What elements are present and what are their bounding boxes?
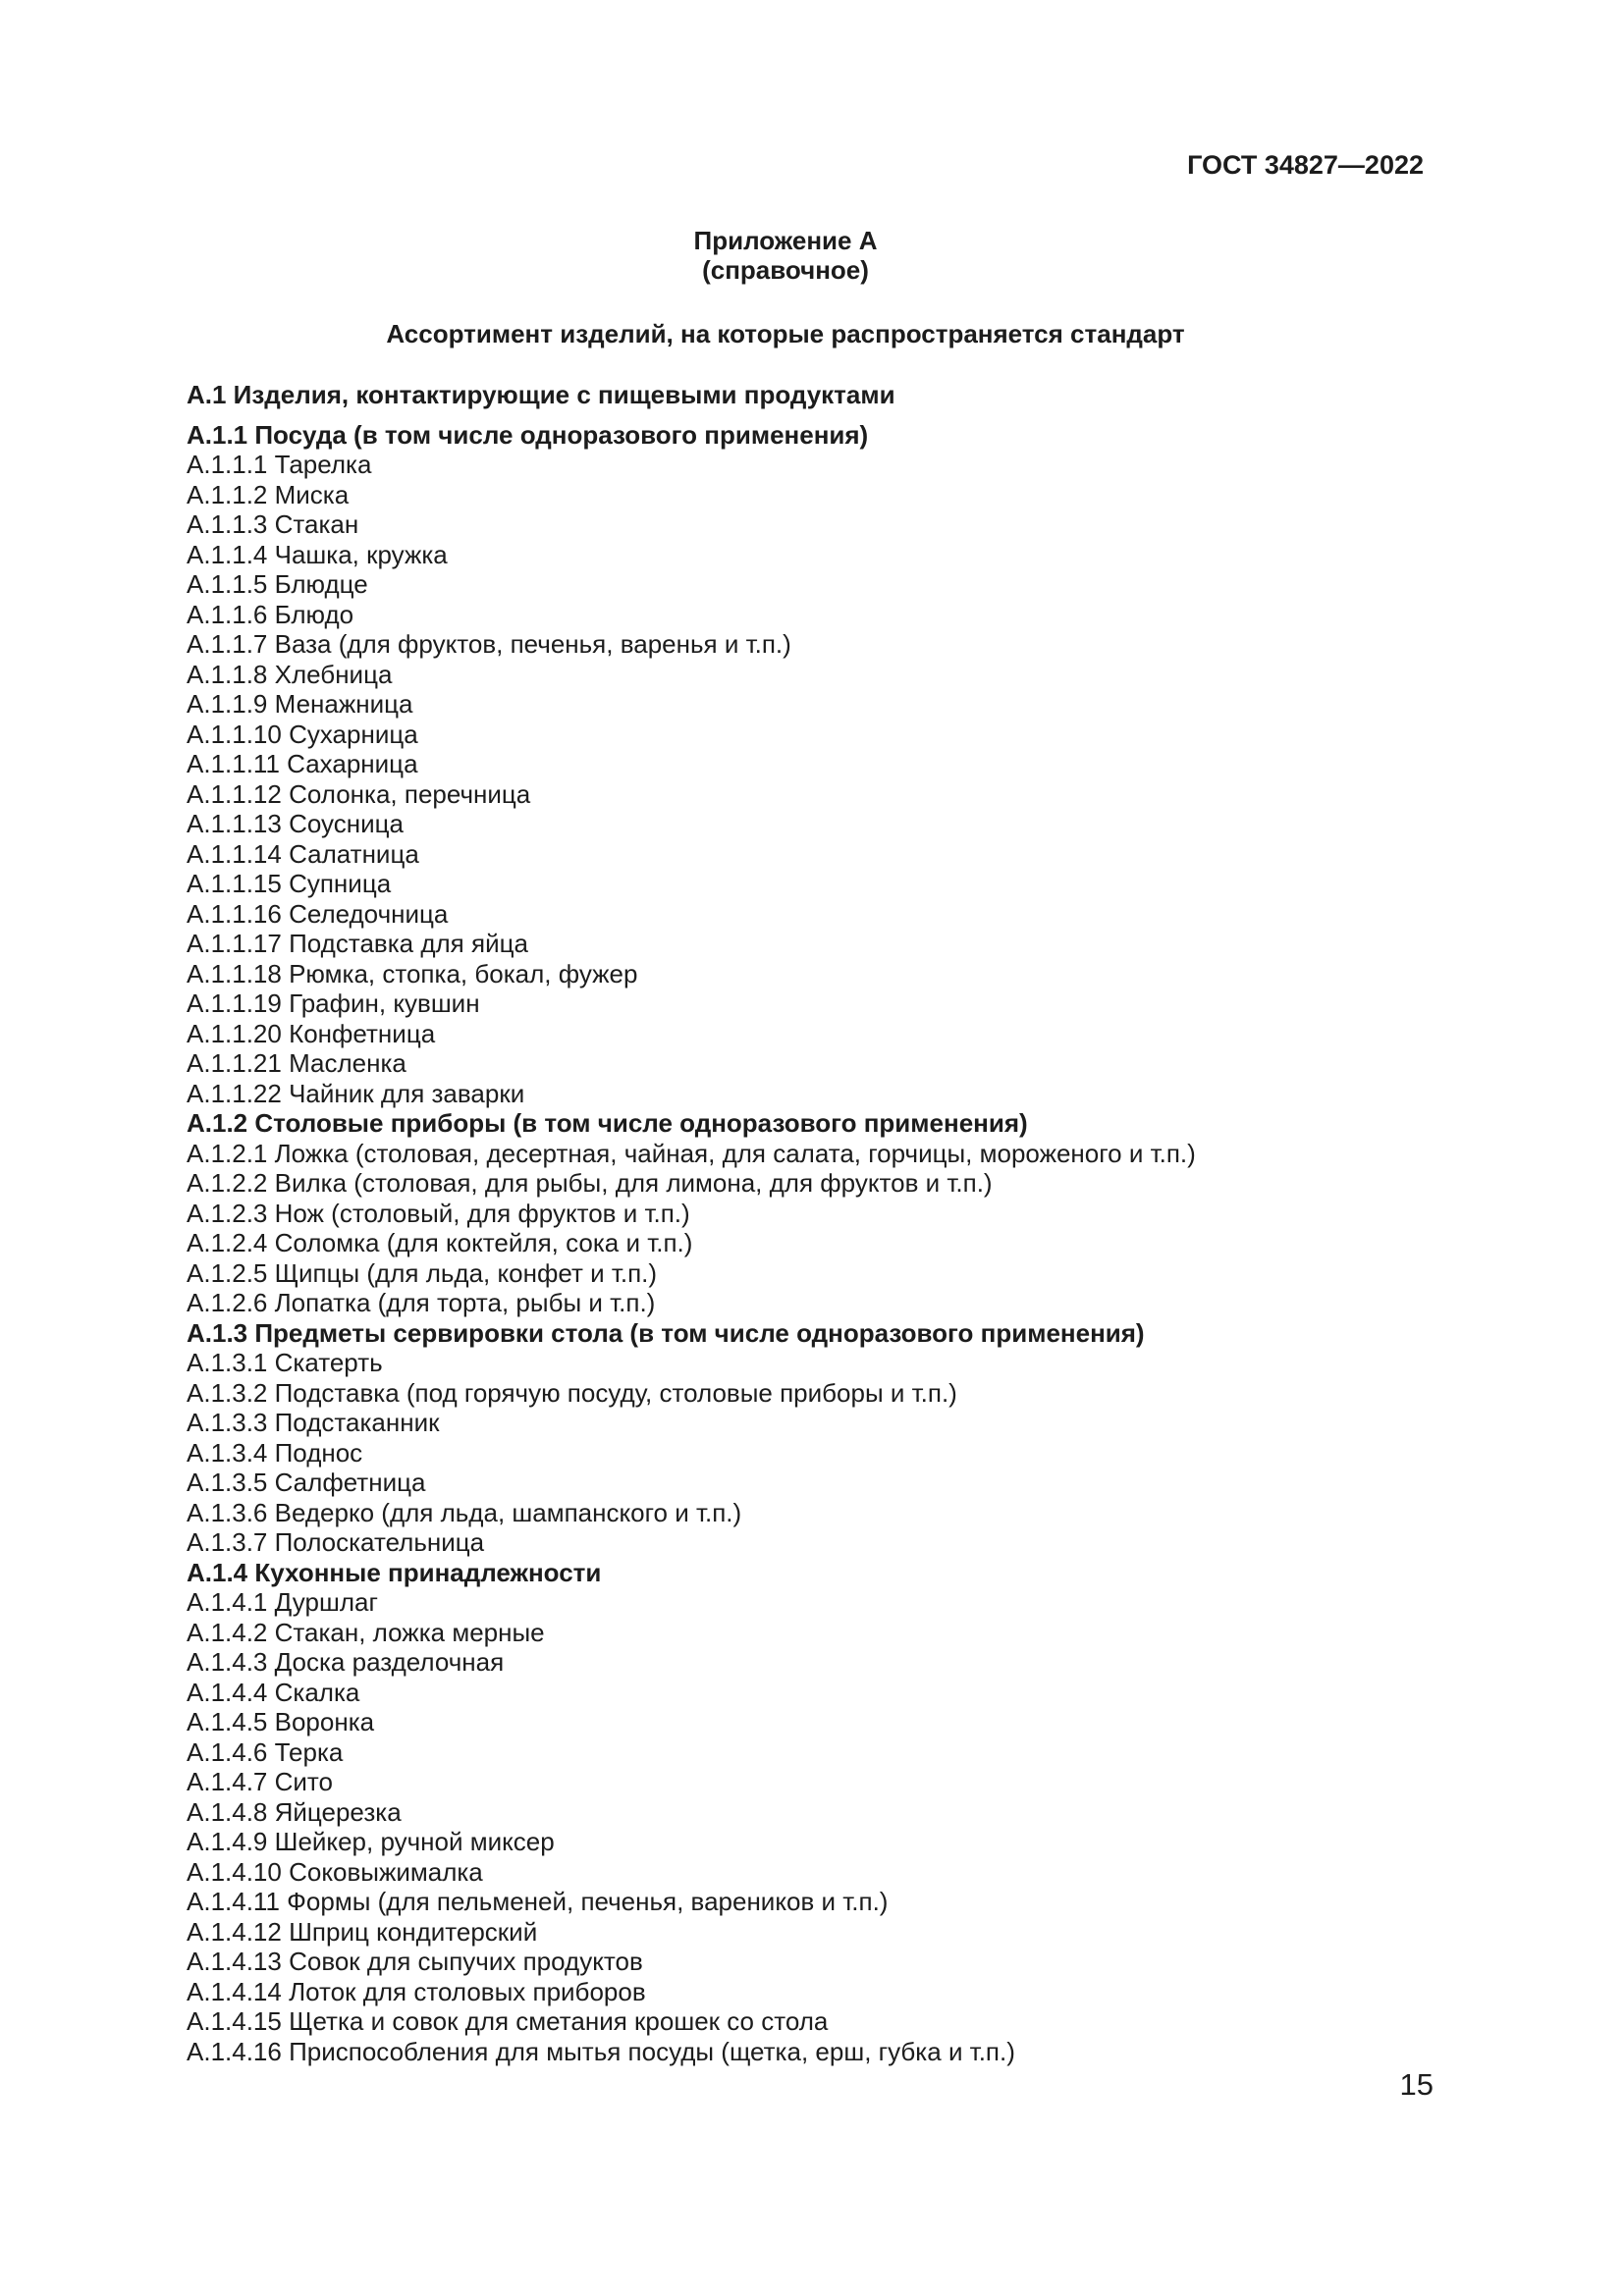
list-item: А.1.3.6 Ведерко (для льда, шампанского и т.п.): [187, 1497, 742, 1527]
list-item: А.1.3.1 Скатерть: [187, 1348, 383, 1377]
standard-reference: ГОСТ 34827—2022: [1187, 150, 1424, 180]
list-item: А.1.4.7 Сито: [187, 1767, 333, 1796]
list-item: А.1.1.19 Графин, кувшин: [187, 988, 480, 1018]
list-item: А.1.3.3 Подстаканник: [187, 1408, 440, 1437]
list-item: А.1.4.13 Совок для сыпучих продуктов: [187, 1947, 643, 1976]
list-item: А.1.1.15 Супница: [187, 869, 392, 898]
list-item: А.1.4.1 Дуршлаг: [187, 1587, 378, 1617]
list-item: А.1.1.2 Миска: [187, 479, 350, 509]
list-item: А.1.1.11 Сахарница: [187, 749, 418, 778]
list-item: А.1.4.6 Терка: [187, 1736, 344, 1767]
appendix-label: Приложение А: [693, 226, 878, 255]
list-item: А.1.4.8 Яйцерезка: [187, 1796, 402, 1827]
list-item: А.1.1.5 Блюдце: [187, 569, 368, 599]
list-item: А.1.4.4 Скалка: [187, 1677, 360, 1707]
list-item: А.1.1.18 Рюмка, стопка, бокал, фужер: [187, 958, 638, 988]
list-item: А.1.1.9 Менажница: [187, 689, 413, 719]
list-item: А.1.4.10 Соковыжималка: [187, 1856, 483, 1887]
list-item: А.1.4.2 Стакан, ложка мерные: [187, 1617, 545, 1647]
list-item: А.1.1.22 Чайник для заварки: [187, 1078, 525, 1108]
list-item: А.1.1.13 Соусница: [187, 809, 404, 838]
list-item: А.1.4.15 Щетка и совок для сметания крошек со стола: [187, 2006, 829, 2036]
assortment-list: [187, 380, 1453, 2066]
list-item: А.1.3.7 Полоскательница: [187, 1527, 485, 1557]
list-item: А.1.4.3 Доска разделочная: [187, 1647, 505, 1677]
list-item: А.1.2.6 Лопатка (для торта, рыбы и т.п.): [187, 1288, 656, 1317]
list-item: А.1.1.14 Салатница: [187, 838, 419, 869]
list-item: А.1.1.21 Масленка: [187, 1048, 406, 1078]
list-item: А.1.1.8 Хлебница: [187, 659, 393, 689]
list-item: А.1.4.9 Шейкер, ручной миксер: [187, 1827, 555, 1856]
page-title: Ассортимент изделий, на которые распространяется стандарт: [386, 319, 1185, 348]
list-item: А.1.3.2 Подставка (под горячую посуду, столовые приборы и т.п.): [187, 1377, 957, 1408]
list-item: А.1.4.11 Формы (для пельменей, печенья, вареников и т.п.): [187, 1887, 889, 1916]
page-number: 15: [1399, 2067, 1434, 2102]
list-item: А.1.1.3 Стакан: [187, 509, 359, 539]
list-heading: А.1 Изделия, контактирующие с пищевыми продуктами: [187, 380, 895, 409]
appendix-heading: [187, 226, 1384, 285]
list-item: А.1.2.4 Соломка (для коктейля, сока и т.п.): [187, 1228, 693, 1257]
list-item: А.1.1.20 Конфетница: [187, 1018, 436, 1048]
appendix-note: (справочное): [702, 255, 869, 285]
list-heading: А.1.2 Столовые приборы (в том числе одноразового применения): [187, 1108, 1028, 1138]
list-item: А.1.2.1 Ложка (столовая, десертная, чайная, для салата, горчицы, мороженого и т.п.): [187, 1138, 1196, 1168]
list-item: А.1.3.5 Салфетница: [187, 1468, 426, 1497]
list-item: А.1.4.12 Шприц кондитерский: [187, 1916, 538, 1947]
list-item: А.1.4.16 Приспособления для мытья посуды (щетка, ерш, губка и т.п.): [187, 2036, 1015, 2066]
list-item: А.1.1.6 Блюдо: [187, 599, 354, 629]
list-heading: А.1.4 Кухонные принадлежности: [187, 1557, 602, 1587]
list-item: А.1.2.2 Вилка (столовая, для рыбы, для лимона, для фруктов и т.п.): [187, 1168, 993, 1198]
list-item: А.1.2.3 Нож (столовый, для фруктов и т.п.): [187, 1198, 690, 1228]
list-item: А.1.1.17 Подставка для яйца: [187, 929, 528, 958]
list-heading: А.1.1 Посуда (в том числе одноразового применения): [187, 419, 869, 450]
list-item: А.1.1.10 Сухарница: [187, 719, 418, 749]
list-item: А.1.1.1 Тарелка: [187, 450, 372, 479]
list-item: А.1.1.16 Селедочница: [187, 898, 449, 929]
list-item: А.1.1.4 Чашка, кружка: [187, 539, 448, 569]
list-item: А.1.1.12 Солонка, перечница: [187, 778, 531, 809]
list-item: А.1.4.5 Воронка: [187, 1707, 375, 1736]
list-item: А.1.2.5 Щипцы (для льда, конфет и т.п.): [187, 1257, 658, 1288]
list-item: А.1.3.4 Поднос: [187, 1437, 363, 1468]
list-heading: А.1.3 Предметы сервировки стола (в том числе одноразового применения): [187, 1317, 1145, 1348]
list-item: А.1.4.14 Лоток для столовых приборов: [187, 1976, 646, 2006]
list-item: А.1.1.7 Ваза (для фруктов, печенья, варенья и т.п.): [187, 629, 791, 659]
